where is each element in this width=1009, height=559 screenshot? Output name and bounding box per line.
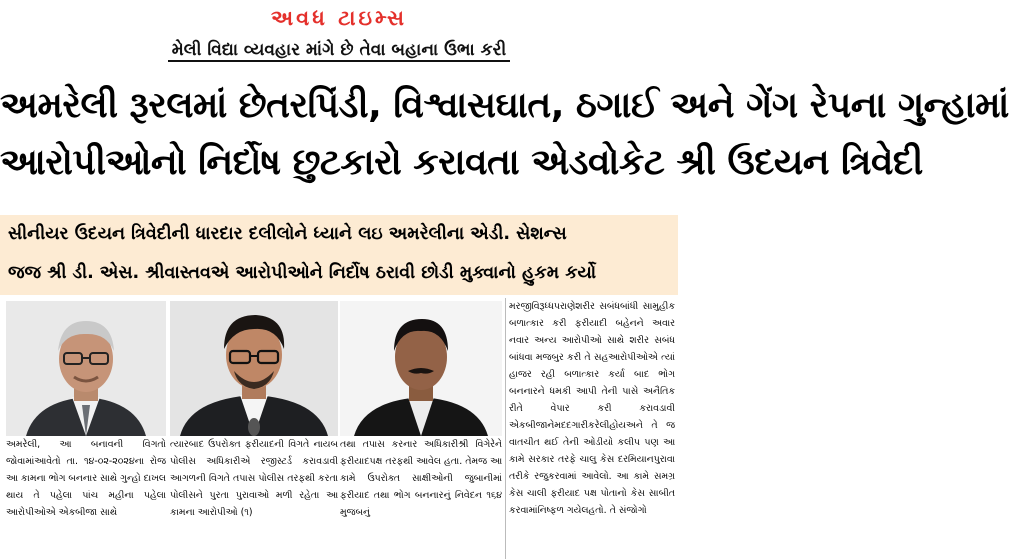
column-3-text: તથા તપાસ કરનાર અધિકારીશ્રી વિગેરેને ફરીયાદપક્ષ તરફથી આવેલ હતા. તેમજ આ કામે ઉપરોક્ત સાક્ષીઓની જુબાનીમાં ફરીયાદ તથા ભોગ બનનારનું નિવેદન ૧૬૪ મુજબનું (340, 439, 502, 518)
subheadline-box (0, 215, 678, 295)
headline-line-1: અમરેલી રૂરલમાં છેતરપિંડી, વિશ્વાસઘાત, ઠગાઈ અને ગેંગ રેપના ગુન્હામાં (0, 85, 1009, 126)
portrait-1-image (6, 301, 166, 436)
headline-line-2: આરોપીઓનો નિર્દોષ છુટકારો કરાવતા એડવોકેટ શ્રી ઉદયન ત્રિવેદી (0, 142, 923, 183)
article-column-3 (340, 436, 502, 559)
masthead-title: અવધ ટાઇમ્સ (270, 6, 408, 30)
kicker-text: મેલી વિદ્યા વ્યવહાર માંગે છે તેવા બહાના ઉભા કરી (168, 40, 511, 62)
masthead (0, 0, 678, 40)
photo-person-2 (170, 301, 338, 436)
column-4-text: મરજીવિરૂધ્ધપરાણેશરીર સબંધબાંધી સામુહીક બળાત્કાર કરી ફરીયાદી બહેનને અવાર નવાર અન્ય આરોપીઓ સાથે શરીર સબંધ બાંધવા મજબુર કરી તે સહઆરોપીઓએ ત્યાં હાજર રહી બળાત્કાર કર્યા બાદ ભોગ બનનારને ધમકી આપી તેની પાસે અનૈતિક રીતે વેપાર કરી કરાવડાવી એકબીજાનેમદદગારીકરેલીહોયઅને તે જ વાતચીત થઈ તેની ઓડીયો કલીપ પણ આ કામે સરકાર તરફે ચાલુ કેસ દરમિયાનપુરાવા તરીકે રજુકરવામાં આવેલો. આ કામે સમગ્ર કેસ ચાલી ફરીયાદ પક્ષ પોતાનો કેસ સાબીત કરવામાંનિષ્ફળ ગયેલહતો. તે સંજોગો (509, 301, 675, 516)
subheadline-line-2: જજ શ્રી ડી. એસ. શ્રીવાસ્તવએ આરોપીઓને નિર્દોષ ઠરાવી છોડી મુક્વાનો હુકમ કર્યો (8, 263, 597, 283)
column-1-text: અમરેલી, આ બનાવની વિગતો જોવામાંઆવેતો તા. ૧૪-૦૨-૨૦૨૪ના રોજ આ કામના ભોગ બનનાર સાથે ગુન્હો દાખલ થાય તે પહેલા પાંચ મહીના પહેલા આરોપીઓએ એકબીજા સાથે (6, 439, 166, 518)
article-column-2 (170, 436, 338, 559)
photo-person-1 (6, 301, 166, 436)
article-column-4 (509, 298, 675, 559)
kicker (0, 40, 678, 66)
portrait-3-image (340, 301, 502, 436)
column-2-text: ત્યારબાદ ઉપરોક્ત ફરીયાદની વિગતે નાયબ પોલીસ અધિકારીએ રજીસ્ટર્ડ કરાવડાવી આગળની વિગતે તપાસ પોલીસ તરફથી કરતા પોલીસને પુરતા પુરાવાઓ મળી રહેતા આ કામના આરોપીઓ (૧) (170, 439, 338, 518)
subheadline-line-1: સીનીયર ઉદયન ત્રિવેદીની ધારદાર દલીલોને ધ્યાને લઇ અમરેલીના એડી. સેશન્સ (8, 224, 567, 244)
portrait-2-image (170, 301, 338, 436)
article-column-1 (6, 436, 166, 559)
column-divider (505, 298, 506, 559)
photo-person-3 (340, 301, 502, 436)
